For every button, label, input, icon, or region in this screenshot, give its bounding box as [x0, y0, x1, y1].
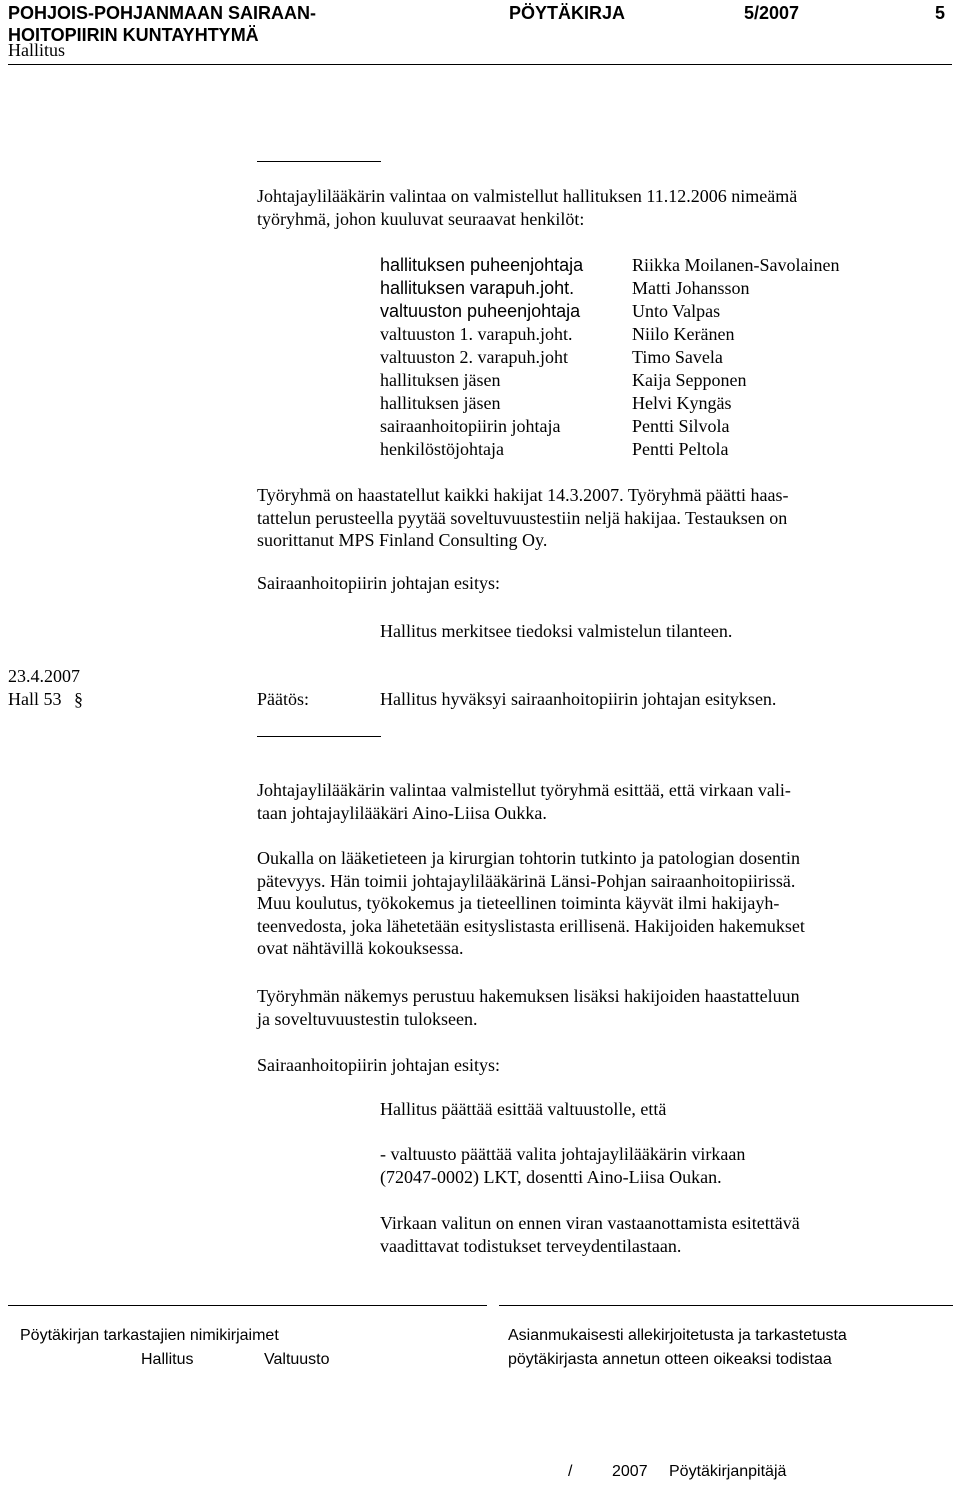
recommendation-paragraph — [257, 779, 957, 824]
member-role: henkilöstöjohtaja — [380, 439, 504, 459]
proposal-intro: Hallitus päättää esittää valtuustolle, että — [380, 1099, 667, 1119]
separator-line-top — [257, 161, 381, 162]
proposal-closing-line: vaadittavat todistukset terveydentilastaan. — [380, 1236, 682, 1256]
interviews-paragraph — [257, 484, 957, 552]
qualifications-line: pätevyys. Hän toimii johtajaylilääkärinä Länsi-Pohjan sairaanhoitopiirissä. — [257, 870, 796, 891]
assessment-paragraph — [257, 985, 957, 1030]
interviews-line: Työryhmä on haastatellut kaikki hakijat 14.3.2007. Työryhmä päätti haas- — [257, 485, 789, 505]
minutes-keeper-label: Pöytäkirjanpitäjä — [669, 1463, 787, 1480]
proposal-closing-line: Virkaan valitun on ennen viran vastaanottamista esitettävä — [380, 1213, 800, 1233]
meeting-date: 23.4.2007 — [8, 666, 80, 686]
member-role: valtuuston 1. varapuh.joht. — [380, 324, 573, 344]
intro-paragraph — [257, 185, 957, 230]
inspectors-board-label: Hallitus — [141, 1351, 194, 1368]
section-symbol: § — [74, 689, 83, 709]
inspectors-council-label: Valtuusto — [264, 1351, 330, 1368]
intro-line: Johtajaylilääkärin valintaa on valmistellut hallituksen 11.12.2006 nimeämä — [257, 186, 798, 206]
member-name: Matti Johansson — [632, 278, 750, 298]
qualifications-line: Muu koulutus, työkokemus ja tieteellinen toiminta käyvät ilmi hakijayh- — [257, 893, 780, 913]
certification-line-2: pöytäkirjasta annetun otteen oikeaksi todistaa — [508, 1351, 832, 1368]
interviews-line: tattelun perusteella pyytää soveltuvuustestiin neljä hakijaa. Testauksen on — [257, 507, 788, 528]
member-role: hallituksen varapuh.joht. — [380, 278, 575, 298]
interviews-line: suorittanut MPS Finland Consulting Oy. — [257, 530, 548, 550]
member-role: hallituksen puheenjohtaja — [380, 255, 584, 275]
proposal-item — [380, 1143, 745, 1189]
member-role: hallituksen jäsen — [380, 370, 501, 390]
qualifications-line: Oukalla on lääketieteen ja kirurgian tohtorin tutkinto ja patologian dosentin — [257, 848, 801, 868]
certification-line-1: Asianmukaisesti allekirjoitetusta ja tarkastetusta — [508, 1327, 847, 1344]
member-name: Kaija Sepponen — [632, 370, 747, 390]
intro-line: työryhmä, johon kuuluvat seuraavat henkilöt: — [257, 208, 585, 229]
decision-label: Päätös: — [257, 689, 309, 709]
footer-rule-left — [8, 1305, 487, 1306]
member-name: Pentti Silvola — [632, 416, 730, 436]
member-name: Niilo Keränen — [632, 324, 735, 344]
member-name: Riikka Moilanen-Savolainen — [632, 255, 840, 275]
proposal-label-2: Sairaanhoitopiirin johtajan esitys: — [257, 1055, 500, 1075]
document-number: 5/2007 — [744, 3, 800, 23]
page-number: 5 — [935, 3, 946, 23]
member-role: sairaanhoitopiirin johtaja — [380, 416, 561, 436]
footer-rule-right — [499, 1305, 953, 1306]
assessment-line: ja soveltuvuustestin tulokseen. — [257, 1008, 478, 1029]
inspectors-initials-title: Pöytäkirjan tarkastajien nimikirjaimet — [20, 1327, 279, 1344]
proposal-item-line: - valtuusto päättää valita johtajaylilääkärin virkaan — [380, 1144, 746, 1164]
meeting-reference — [8, 688, 83, 711]
signature-year: 2007 — [612, 1463, 648, 1480]
organization-name-line2: HOITOPIIRIN KUNTAYHTYMÄ — [8, 25, 259, 45]
member-role: valtuuston 2. varapuh.joht — [380, 347, 568, 367]
recommendation-line: taan johtajaylilääkäri Aino-Liisa Oukka. — [257, 802, 547, 823]
proposal-label: Sairaanhoitopiirin johtajan esitys: — [257, 573, 500, 593]
qualifications-line: teenvedosta, joka lähetetään esityslistasta erillisenä. Hakijoiden hakemukset — [257, 915, 805, 936]
qualifications-paragraph — [257, 847, 957, 960]
proposal-item-line: (72047-0002) LKT, dosentti Aino-Liisa Oukan. — [380, 1167, 722, 1187]
qualifications-line: ovat nähtävillä kokouksessa. — [257, 938, 464, 958]
document-type: PÖYTÄKIRJA — [509, 3, 626, 23]
header-rule — [8, 64, 952, 65]
section-title: Hallitus — [8, 40, 65, 60]
member-name: Pentti Peltola — [632, 439, 729, 459]
proposal-text: Hallitus merkitsee tiedoksi valmistelun tilanteen. — [380, 621, 733, 641]
organization-name-line1: POHJOIS-POHJANMAAN SAIRAAN- — [8, 3, 317, 23]
signature-slash: / — [568, 1463, 573, 1480]
separator-line-bottom — [257, 736, 381, 737]
member-name: Helvi Kyngäs — [632, 393, 732, 413]
assessment-line: Työryhmän näkemys perustuu hakemuksen lisäksi hakijoiden haastatteluun — [257, 986, 800, 1006]
member-name: Unto Valpas — [632, 301, 721, 321]
proposal-closing — [380, 1212, 800, 1258]
meeting-reference-code: Hall 53 — [8, 689, 62, 709]
decision-text: Hallitus hyväksyi sairaanhoitopiirin johtajan esityksen. — [380, 689, 777, 709]
member-role: valtuuston puheenjohtaja — [380, 301, 581, 321]
member-role: hallituksen jäsen — [380, 393, 501, 413]
member-name: Timo Savela — [632, 347, 723, 367]
recommendation-line: Johtajaylilääkärin valintaa valmistellut työryhmä esittää, että virkaan vali- — [257, 780, 791, 800]
